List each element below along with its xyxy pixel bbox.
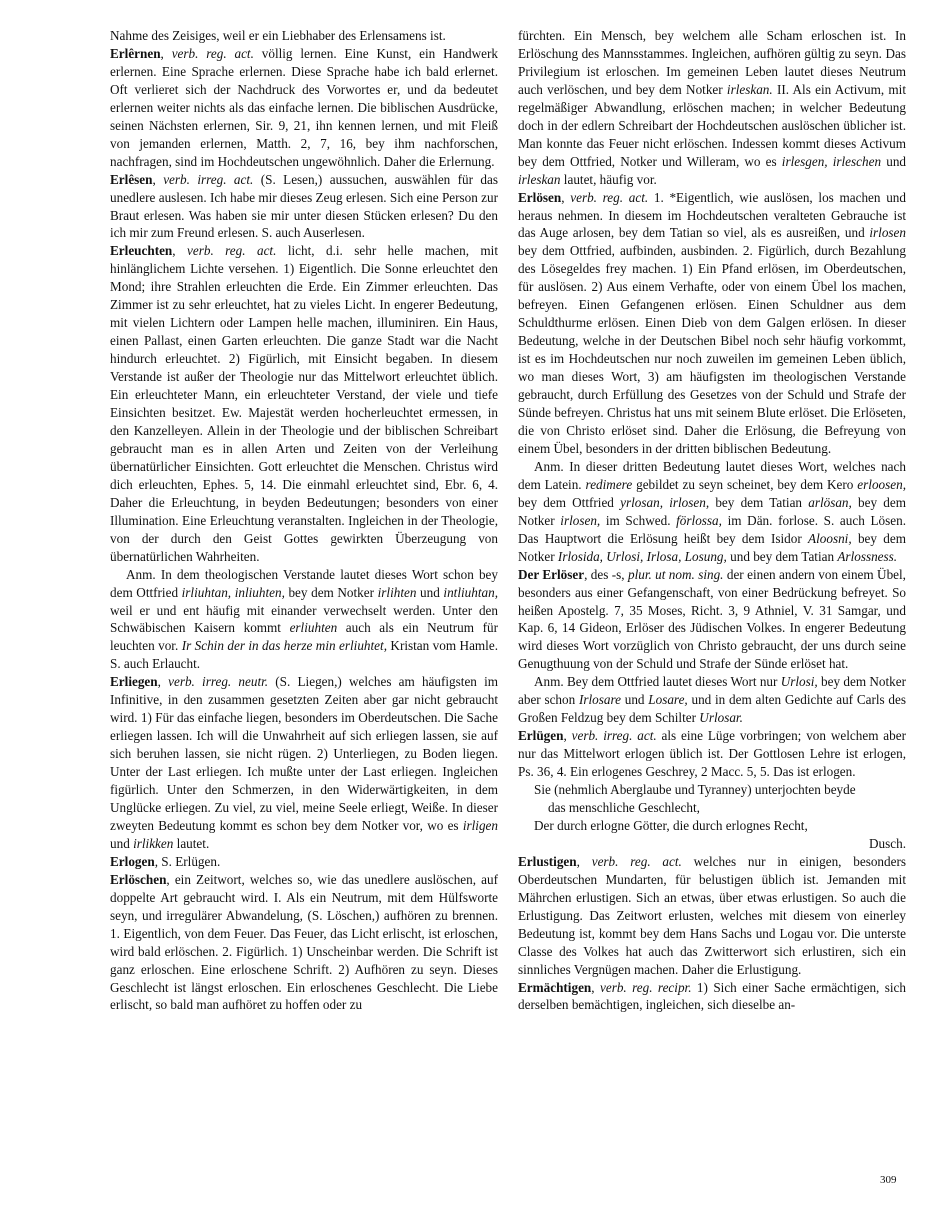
entry-paragraph	[110, 673, 498, 853]
body-text: bey dem Notker	[284, 584, 378, 600]
body-text: ,	[576, 853, 592, 869]
body-text: ,	[591, 979, 600, 995]
body-text: und bey dem Tatian	[726, 548, 838, 564]
italic-text: irlesgen, irleschen	[781, 153, 882, 169]
body-text: bey dem Ottfried	[518, 494, 621, 510]
entry-paragraph	[518, 727, 906, 781]
page-number: 309	[880, 1174, 897, 1186]
verse-line	[518, 781, 906, 799]
body-text: ,	[160, 45, 172, 61]
body-text: Kristan vom Hamle. S. auch Erlaucht.	[110, 638, 499, 672]
body-text: Anm. Bey dem Ottfried lautet dieses Wort nur	[534, 674, 781, 690]
italic-text: arlösan,	[808, 494, 852, 510]
body-text: Der durch erlogne Götter, die durch erlognes Recht,	[534, 817, 808, 833]
entry-paragraph	[518, 566, 906, 674]
body-text: licht, d.i. sehr helle machen, mit hinlänglichem Lichte versehen. 1) Eigentlich. Die Sonne erleuchtet den Mond; ihre Strahlen erleuchten die Erde. Ein Zimmer erleuchten. Das Zimmer ist zu sehr erleuchtet, hat zu vieles Licht. In engerer Bedeutung, mit vielen Lichtern oder Lampen helle machen, illuminiren. Ein Haus, einen Pallast, einen Garten erleuchten. Die ganze Stadt war die Nacht hindurch erleuchtet. 2) Figürlich, mit Einsicht begaben. In diesem Verstande ist außer der Theologie nur das Mittelwort erleuchtet üblich. Ein erleuchteter Mann, ein erleuchteter Verstand, der viele und tiefe Einsichten besitzet. Ew. Majestät werden hocherleuchtet ermessen, in den Kanzelleyen. Allein in der Theologie und der biblischen Schreibart gebraucht man es in allen Arten und Zeiten von der Verleihung übernatürlicher Einsichten. Gott erleuchtet die Menschen. Christus wird dich erleuchten, Ephes. 5, 14. Die einmahl erleuchtet sind, Ebr. 6, 4. Daher die Erleuchtung, in beyden Bedeutungen; besonders von einer Illumination. Eine Erleuchtung veranstalten. Ingleichen in der Theologie, von der durch den Geist Gottes gewirkten Überzeugung von übernatürlichen Wahrheiten.	[110, 243, 499, 564]
headword: Erlogen	[110, 853, 155, 869]
headword: Erlustigen	[518, 853, 577, 869]
headword: Der Erlöser	[518, 566, 585, 582]
italic-text: irlosen	[869, 225, 906, 241]
body-text: bey dem Notker aber schon	[518, 674, 906, 708]
body-text: und	[881, 153, 907, 169]
body-text: , des -s,	[584, 566, 628, 582]
headword: Erlêrnen	[110, 45, 161, 61]
body-text: (S. Lesen,) aussuchen, auswählen für das unedlere auslesen. Ich habe mir dieses Zeug erlesen. Sich eine Person zur Braut erlesen. Was haben sie mir unter diesen Stücken erlesen? Du den ich mir zum Freund erlesen. S. auch Auserlesen.	[110, 171, 499, 241]
headword: Erlêsen	[110, 171, 153, 187]
entry-paragraph	[110, 871, 498, 1015]
italic-text: Ir Schin der in das herze min erliuhtet,	[181, 638, 387, 654]
body-text: gebildet zu seyn scheinet, bey dem Kero	[632, 476, 858, 492]
italic-text: irleskan	[518, 171, 561, 187]
body-text: bey dem Ottfried, aufbinden, ausbinden. 2. Figürlich, durch Bezahlung des Lösegeldes frey machen. 1) Ein Pfand erlösen, im Oberdeutschen, für auslösen. 2) Aus einem Verhafte, oder von einem Übel los machen, befreyen. Einen Gefangenen erlösen. Einen Schuldner aus dem Schuldthurme erlösen. Einen Dieb von dem Galgen erlösen. In dieser Bedeutung, welche in der Deutschen Bibel noch sehr häufig vorkommt, ist es im Hochdeutschen nur noch zuweilen im gemeinen Leben üblich, wo man dieses Wort, 3) am häufigsten im theologischen Verstande gebraucht, durch Erfüllung des Gesetzes von der Schuld und Strafe der Sünde befreyen. Christus hat uns mit seinem Blute erlöset. Die Erlöseten, die von Christo erlöset sind. Daher die Erlösung, die Befreyung von einem Übel, besonders in der dritten biblischen Bedeutung.	[518, 243, 906, 456]
entry-paragraph	[110, 853, 498, 871]
body-text: völlig lernen. Eine Kunst, ein Handwerk erlernen. Eine Sprache erlernen. Diese Sprache habe ich bald erlernet. Oft verlieret sich der Nachdruck des Vorwortes er, und da bedeutet erlernen weiter nichts als das einfache lernen. Die biblischen Ausdrücke, seinen Nächsten erlernen, Sir. 9, 21, ihn kennen lernen, und mit Fleiß von jemanden erlernen, Matth. 2, 7, 16, bey ihm nachforschen, nachfragen, sind im Hochdeutschen ungewöhnlich. Daher die Erlernung.	[110, 45, 498, 169]
body-text: bey dem Notker	[518, 530, 906, 564]
italic-text: Losare,	[648, 692, 688, 708]
annotation-paragraph	[110, 566, 498, 674]
body-text: ,	[563, 728, 572, 744]
italic-text: verb. reg. recipr.	[599, 979, 692, 995]
headword: Erliegen	[110, 674, 158, 690]
italic-text: redimere	[585, 476, 633, 492]
body-text: ,	[157, 674, 169, 690]
italic-text: verb. reg. act.	[171, 45, 254, 61]
annotation-paragraph	[518, 673, 906, 727]
body-text: im Schwed.	[600, 512, 677, 528]
verse-attribution	[518, 835, 906, 853]
body-text: lautet, häufig vor.	[560, 171, 657, 187]
entry-paragraph	[110, 27, 498, 45]
entry-paragraph	[518, 189, 906, 458]
body-text: bey dem Tatian	[709, 494, 809, 510]
entry-paragraph	[110, 242, 498, 565]
italic-text: irliuhtan, inliuhten,	[181, 584, 285, 600]
verse-line	[518, 817, 906, 835]
italic-text: erloosen,	[857, 476, 907, 492]
italic-text: Urlosar.	[699, 710, 743, 726]
entry-paragraph	[110, 171, 498, 243]
body-text: im Dän. forlose. S. auch Lösen. Das Hauptwort die Erlösung heißt bey dem Isidor	[518, 512, 906, 546]
italic-text: verb. irreg. act.	[571, 728, 657, 744]
italic-text: irlikken	[133, 835, 174, 851]
italic-text: Aloosni,	[808, 530, 852, 546]
italic-text: yrlosan, irlosen,	[620, 494, 710, 510]
italic-text: intliuhtan,	[443, 584, 499, 600]
body-text: II. Als ein Activum, mit regelmäßiger Abwandlung, erlöschen machen; in welcher Bedeutung doch in der edlern Schreibart der Hochdeutschen auslöschen üblicher ist. Man konnte das Feuer nicht erlöschen. Indessen kommt dieses Activum bey dem Ottfried, Notker und Willeram, wo es	[518, 81, 906, 169]
italic-text: erliuhten	[289, 620, 338, 636]
body-text: und in dem alten Gedichte auf Carls des Großen Feldzug bey dem Schilter	[518, 692, 906, 726]
italic-text: Irlosare	[578, 692, 621, 708]
body-text: ,	[172, 243, 188, 259]
body-text: das menschliche Geschlecht,	[548, 799, 700, 815]
annotation-paragraph	[518, 458, 906, 566]
body-text: Anm. In dem theologischen Verstande lautet dieses Wort schon bey dem Ottfried	[110, 566, 498, 600]
right-column	[518, 27, 906, 1014]
italic-text: verb. irreg. neutr.	[168, 674, 269, 690]
body-text: 1) Sich einer Sache ermächtigen, sich derselben bemächtigen, ingleichen, sich dieselbe an-	[518, 979, 907, 1013]
headword: Ermächtigen	[518, 979, 592, 995]
italic-text: Urlosi,	[780, 674, 818, 690]
entry-paragraph	[110, 45, 498, 171]
body-text: weil er und ent häufig mit einander verwechselt werden. Unter den Schwäbischen Kaisern kommt	[110, 602, 498, 636]
left-column	[110, 27, 498, 1014]
headword: Erleuchten	[110, 243, 173, 259]
body-text: Sie (nehmlich Aberglaube und Tyranney) unterjochten beyde	[534, 782, 856, 798]
body-text: auch als ein Neutrum für leuchten vor.	[110, 620, 498, 654]
italic-text: förlossa,	[676, 512, 722, 528]
verse-line	[518, 799, 906, 817]
body-text: als eine Lüge vorbringen; von welchem aber nur das Mittelwort erlogen üblich ist. Der Gottlosen Lehre ist erlogen, Ps. 36, 4. Ein erlogenes Geschrey, 2 Macc. 5, 5. Das ist erlogen.	[518, 728, 907, 780]
body-text: welches nur in einigen, besonders Oberdeutschen Mundarten, für belustigen üblich ist. Jemanden mit Mährchen erlustigen. Sich an etwas, über etwas erlustigen. So auch die Erlustigung. Das Zeitwort erlusten, welches mit diesem von einerley Bedeutung ist, kommt bey dem Hans Sachs und Logau vor. Die unterste Classe des Volkes hat auch das Zwitterwort sich erlustiren, sich ein sinnliches Vergnügen machen. Daher die Erlustigung.	[518, 853, 906, 977]
body-text: ,	[561, 189, 571, 205]
italic-text: verb. reg. act.	[187, 243, 277, 259]
italic-text: Irlosida, Urlosi, Irlosa, Losung,	[557, 548, 727, 564]
body-text: Dusch.	[869, 835, 906, 851]
body-text: und	[110, 835, 134, 851]
italic-text: Arlossness.	[837, 548, 898, 564]
body-text: 1. *Eigentlich, wie auslösen, los machen und heraus nehmen. In diesem im Hochdeutschen veralteten Gebrauche ist das Auge arlosen, bey dem Tatian so viel, als es ausreißen, und	[518, 189, 906, 241]
entry-paragraph	[518, 853, 906, 979]
body-text: bey dem Notker	[518, 494, 906, 528]
body-text: Nahme des Zeisiges, weil er ein Liebhaber des Erlensamens ist.	[110, 28, 446, 43]
italic-text: verb. reg. act.	[591, 853, 682, 869]
italic-text: verb. irreg. act.	[163, 171, 254, 187]
entry-paragraph	[518, 979, 906, 1015]
body-text: (S. Liegen,) welches am häufigsten im Infinitive, in den zusammen gesetzten Zeiten aber gar nicht gebraucht wird. 1) Für das einfache liegen, besonders im Oberdeutschen. Die Sache erliegen lassen. Ich will die Unwahrheit auf sich erliegen lassen, sie auf sich beruhen lassen, sie nicht rügen. 2) Unterliegen, zu Boden liegen. Unter der Last erliegen. Ich mußte unter der Last erliegen. Ingleichen figürlich. Unter den Schmerzen, in den Widerwärtigkeiten, in dem Unglücke erliegen. Zu viel, zu viel, meine Seele erliegt, Weiße. In dieser zweyten Bedeutung kommt es schon bey dem Notker vor, wo es	[110, 674, 499, 833]
italic-text: irligen	[462, 817, 498, 833]
italic-text: irlihten	[377, 584, 417, 600]
headword: Erlügen	[518, 728, 564, 744]
body-text: , S. Erlügen.	[154, 853, 221, 869]
body-text: und	[416, 584, 444, 600]
body-text: , ein Zeitwort, welches so, wie das unedlere auslöschen, auf doppelte Art gebraucht wird. I. Als ein Neutrum, mit dem Hülfsworte seyn, und irregulärer Abwandelung, (S. Löschen,) aufhören zu brennen. 1. Eigentlich, von dem Feuer. Das Feuer, das Licht erlischt, ist erloschen, wird bald erlöschen. 2. Figürlich. 1) Unscheinbar werden. Die Schrift ist ganz erloschen. Eine erloschene Schrift. 2) Aufhören zu seyn. Dieses Geschlecht ist längst erloschen. Ein erloschenes Geschlecht. Die Liebe erlischt, so bald man aufhöret zu hoffen oder zu	[110, 871, 498, 1013]
body-text: Anm. In dieser dritten Bedeutung lautet dieses Wort, welches nach dem Latein.	[518, 458, 906, 492]
italic-text: irlosen,	[560, 512, 601, 528]
italic-text: irleskan.	[726, 81, 773, 97]
body-text: fürchten. Ein Mensch, bey welchem alle Scham erloschen ist. In Erlöschung des Mannsstammes. Ingleichen, aufhören gültig zu seyn. Das Privilegium ist erloschen. Im gemeinen Leben lautet dieses Neutrum auch verlöschen, und bey dem Notker	[518, 28, 906, 97]
italic-text: verb. reg. act.	[570, 189, 649, 205]
body-text: lautet.	[173, 835, 210, 851]
body-text: der einen andern von einem Übel, besonders aus einer Gefangenschaft, von einer Bedrückung befreyet. So heißen Apostelg. 7, 35 Moses, Richt. 3, 9 Athniel, V. 31 Samgar, und Kap. 6, 14 Gideon, Erlöser des Jüdischen Volkes. In engerer Bedeutung wird dieses Wort vorzüglich von Christo gebraucht, der uns durch seine Genugthuung von der Schuld und Strafe der Sünde erlöset hat.	[518, 566, 906, 672]
body-text: ,	[152, 171, 164, 187]
body-text: und	[620, 692, 649, 708]
italic-text: plur. ut nom. sing.	[627, 566, 724, 582]
headword: Erlösen	[518, 189, 562, 205]
entry-paragraph	[518, 27, 906, 189]
headword: Erlöschen	[110, 871, 167, 887]
